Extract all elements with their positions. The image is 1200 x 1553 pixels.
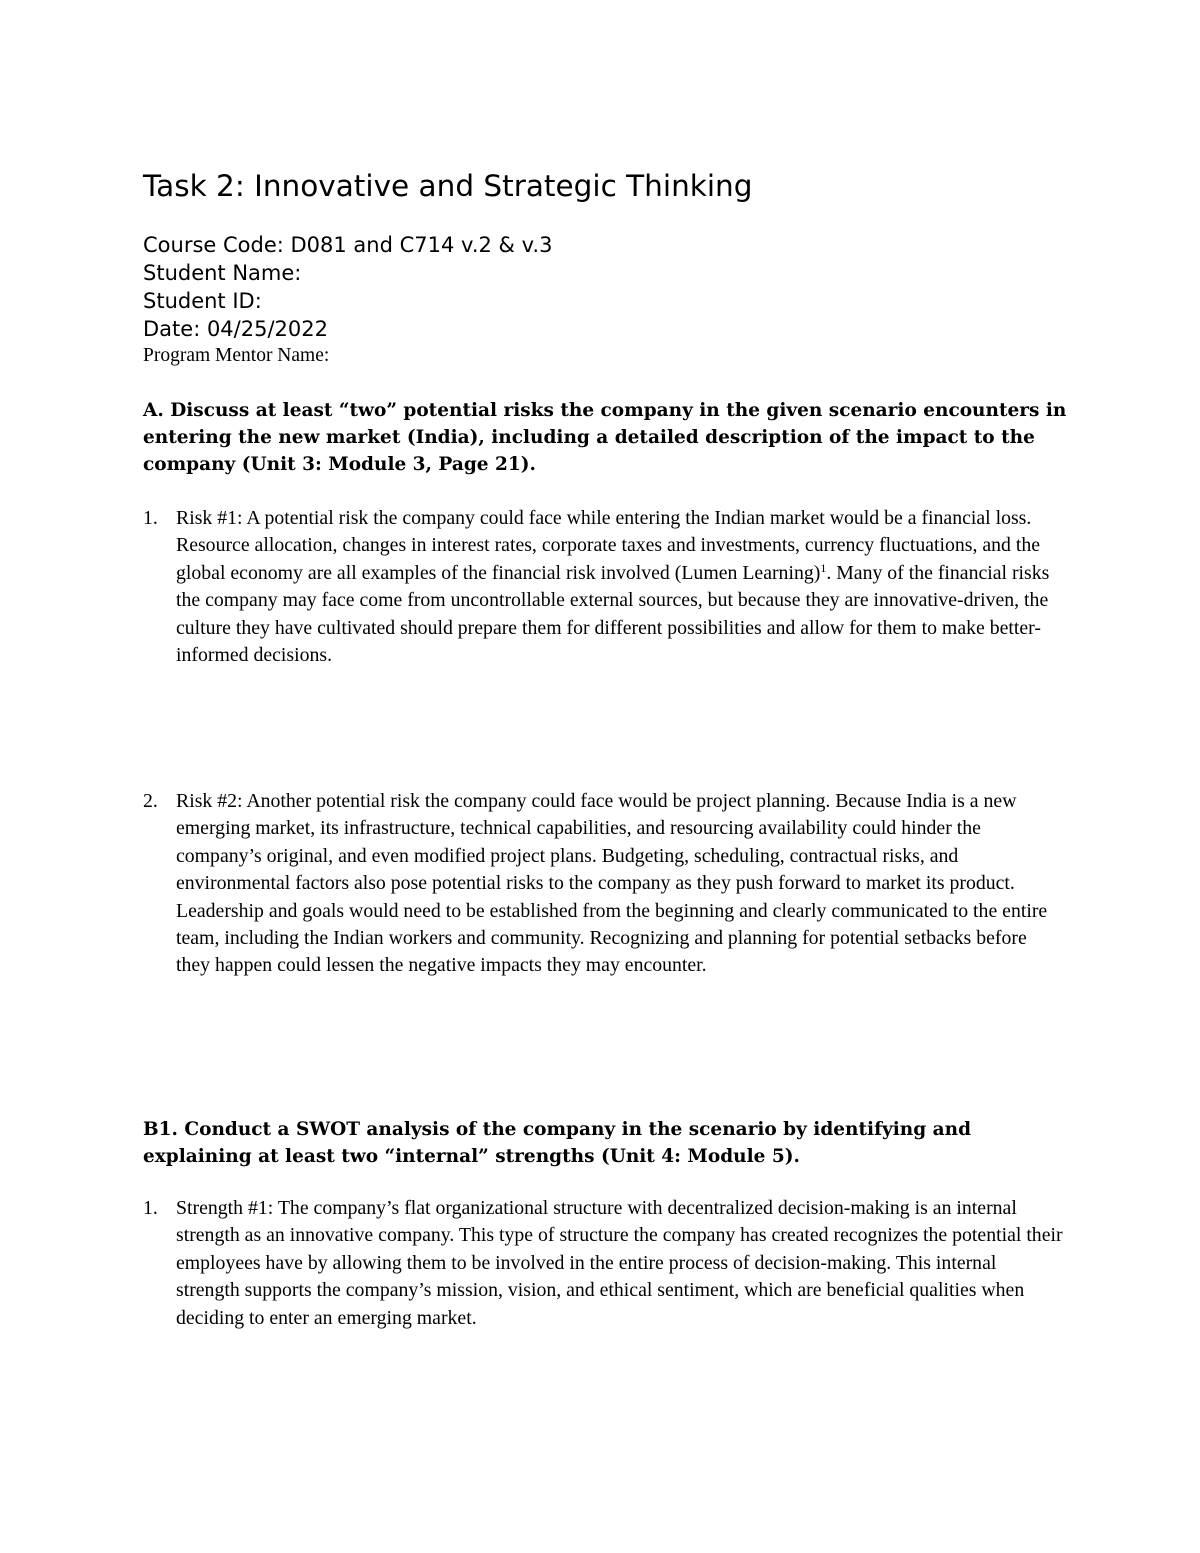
student-name-label: Student Name: [143, 261, 302, 285]
section-b1-heading: B1. Conduct a SWOT analysis of the company in the scenario by identifying and explaining at least two “internal” strengths (Unit 4: Module 5). [143, 1119, 972, 1167]
course-code: Course Code: D081 and C714 v.2 & v.3 [143, 233, 553, 257]
risk-1-text [176, 505, 1063, 669]
section-a-heading: A. Discuss at least “two” potential risks the company in the given scenario encounters in entering the new market (India), including a detailed description of the impact to the company (Unit 3: Module 3, Page 21). [143, 400, 1067, 475]
risk-1-item [143, 505, 1063, 669]
header-info [143, 231, 552, 343]
date-label: Date: 04/25/2022 [143, 317, 328, 341]
footnote-reference[interactable]: 1 [820, 560, 827, 575]
list-number: 2. [143, 790, 158, 812]
list-number: 1. [143, 507, 158, 529]
risk-1-text-part1: Risk #1: A potential risk the company could face while entering the Indian market would be a financial loss. Resource allocation, changes in interest rates, corporate taxes and investments, currency fluctuations, and the global economy are all examples of the financial risk involved (Lumen Learning) [176, 507, 1041, 584]
program-mentor-label: Program Mentor Name: [143, 345, 330, 366]
strength-1-item [143, 1195, 1063, 1332]
student-id-label: Student ID: [143, 289, 262, 313]
list-number: 1. [143, 1197, 158, 1219]
risk-2-text: Risk #2: Another potential risk the company could face would be project planning. Because India is a new emerging market, its infrastructure, technical capabilities, and resourcing availability could hinder the company’s original, and even modified project plans. Budgeting, scheduling, contractual risks, and environmental factors also pose potential risks to the company as they push forward to market its product. Leadership and goals would need to be established from the beginning and clearly communicated to the entire team, including the Indian workers and community. Recognizing and planning for potential setbacks before they happen could lessen the negative impacts they may encounter. [176, 790, 1048, 977]
document-title: Task 2: Innovative and Strategic Thinking [143, 169, 753, 203]
risk-1-text-part2: . Many of the financial risks the company may face come from uncontrollable external sources, but because they are innovative-driven, the culture they have cultivated should prepare them for different possibilities and allow for them to make better-informed decisions. [176, 561, 1050, 667]
risk-2-item [143, 788, 1063, 980]
strength-1-text: Strength #1: The company’s flat organizational structure with decentralized decision-making is an internal strength as an innovative company. This type of structure the company has created recognizes the potential their employees have by allowing them to be involved in the entire process of decision-making. This internal strength supports the company’s mission, vision, and ethical sentiment, which are beneficial qualities when deciding to enter an emerging market. [176, 1197, 1063, 1329]
